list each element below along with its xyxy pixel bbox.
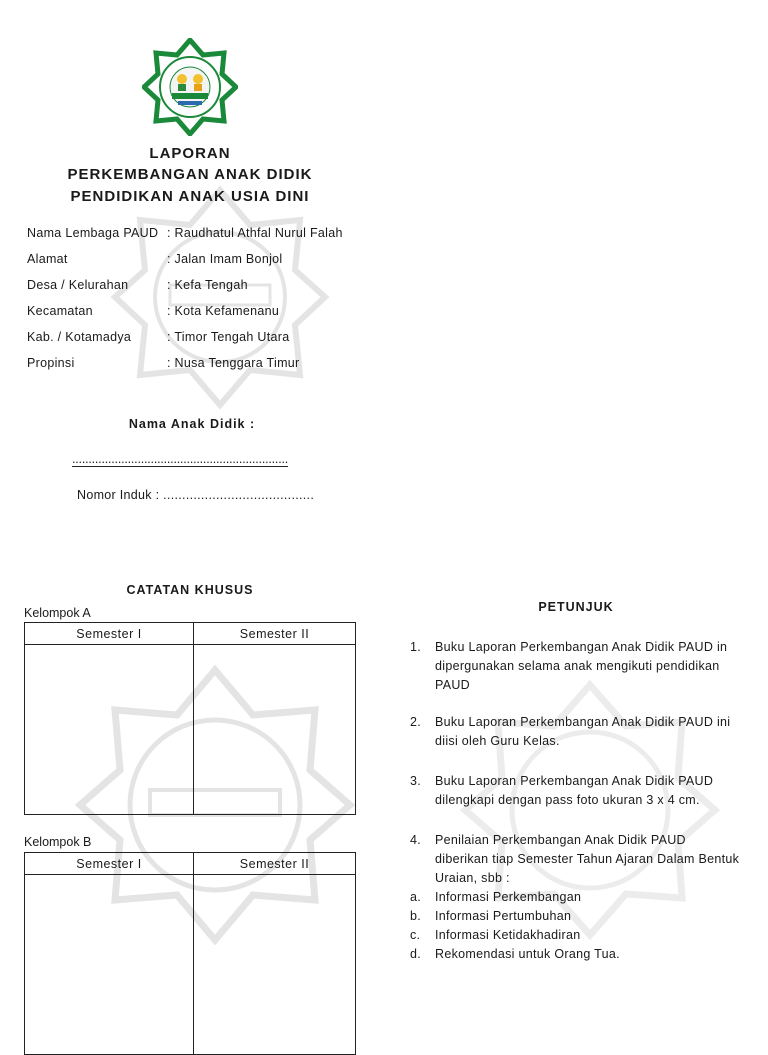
- sub-text: Informasi Ketidakhadiran: [435, 928, 581, 942]
- col-semester-2: Semester II: [194, 853, 356, 875]
- info-value: : Jalan Imam Bonjol: [167, 252, 283, 266]
- info-label: Propinsi: [27, 356, 75, 370]
- student-name-line: ..................................................................: [72, 452, 289, 466]
- info-label: Desa / Kelurahan: [27, 278, 129, 292]
- sub-letter: d.: [410, 947, 422, 961]
- school-logo: [142, 38, 238, 136]
- sub-letter: c.: [410, 928, 421, 942]
- nomor-induk: Nomor Induk : ........................................: [77, 488, 315, 502]
- sub-item: [410, 907, 740, 926]
- petunjuk-item: [410, 772, 740, 810]
- sub-item: [410, 945, 740, 964]
- group-label-a: Kelompok A: [24, 606, 91, 620]
- sub-letter: a.: [410, 890, 422, 904]
- petunjuk-item: [410, 831, 740, 964]
- petunjuk-item: [410, 713, 740, 751]
- sub-text: Informasi Pertumbuhan: [435, 909, 572, 923]
- info-value: : Kota Kefamenanu: [167, 304, 280, 318]
- petunjuk-sublist: [410, 888, 740, 964]
- sub-text: Rekomendasi untuk Orang Tua.: [435, 947, 620, 961]
- cell-semester-1[interactable]: [25, 875, 194, 1055]
- info-value: : Timor Tengah Utara: [167, 330, 290, 344]
- item-text: Buku Laporan Perkembangan Anak Didik PAUD in dipergunakan selama anak mengikuti pendidikan PAUD: [435, 640, 728, 692]
- col-semester-2: Semester II: [194, 623, 356, 645]
- sub-text: Informasi Perkembangan: [435, 890, 582, 904]
- item-number: 3.: [410, 774, 422, 788]
- info-label: Nama Lembaga PAUD: [27, 226, 159, 240]
- cell-semester-2[interactable]: [194, 645, 356, 815]
- report-title: LAPORAN: [149, 145, 231, 162]
- item-text: Buku Laporan Perkembangan Anak Didik PAUD dilengkapi dengan pass foto ukuran 3 x 4 cm.: [435, 774, 714, 807]
- info-label: Kab. / Kotamadya: [27, 330, 132, 344]
- info-value: : Nusa Tenggara Timur: [167, 356, 300, 370]
- item-text: Penilaian Perkembangan Anak Didik PAUD diberikan tiap Semester Tahun Ajaran Dalam Bentuk Uraian, sbb :: [435, 833, 740, 885]
- group-label-b: Kelompok B: [24, 835, 92, 849]
- petunjuk-item: [410, 638, 740, 695]
- item-text: Buku Laporan Perkembangan Anak Didik PAUD ini diisi oleh Guru Kelas.: [435, 715, 731, 748]
- col-semester-1: Semester I: [25, 853, 194, 875]
- cell-semester-2[interactable]: [194, 875, 356, 1055]
- item-number: 2.: [410, 715, 422, 729]
- report-subtitle: PERKEMBANGAN ANAK DIDIK: [67, 166, 313, 183]
- student-name-heading: Nama Anak Didik :: [128, 417, 256, 431]
- report-subtitle-2: PENDIDIKAN ANAK USIA DINI: [70, 188, 310, 205]
- item-number: 1.: [410, 640, 422, 654]
- watermark-logo: [110, 185, 330, 410]
- info-label: Kecamatan: [27, 304, 93, 318]
- table-kelompok-b: [24, 852, 356, 1055]
- sub-item: [410, 926, 740, 945]
- cell-semester-1[interactable]: [25, 645, 194, 815]
- table-kelompok-a: [24, 622, 356, 815]
- col-semester-1: Semester I: [25, 623, 194, 645]
- sub-item: [410, 888, 740, 907]
- catatan-khusus-heading: CATATAN KHUSUS: [126, 583, 254, 597]
- info-label: Alamat: [27, 252, 68, 266]
- sub-letter: b.: [410, 909, 422, 923]
- item-number: 4.: [410, 833, 422, 847]
- info-value: : Raudhatul Athfal Nurul Falah: [167, 226, 343, 240]
- petunjuk-list: [410, 638, 740, 964]
- info-value: : Kefa Tengah: [167, 278, 248, 292]
- petunjuk-heading: PETUNJUK: [538, 600, 614, 614]
